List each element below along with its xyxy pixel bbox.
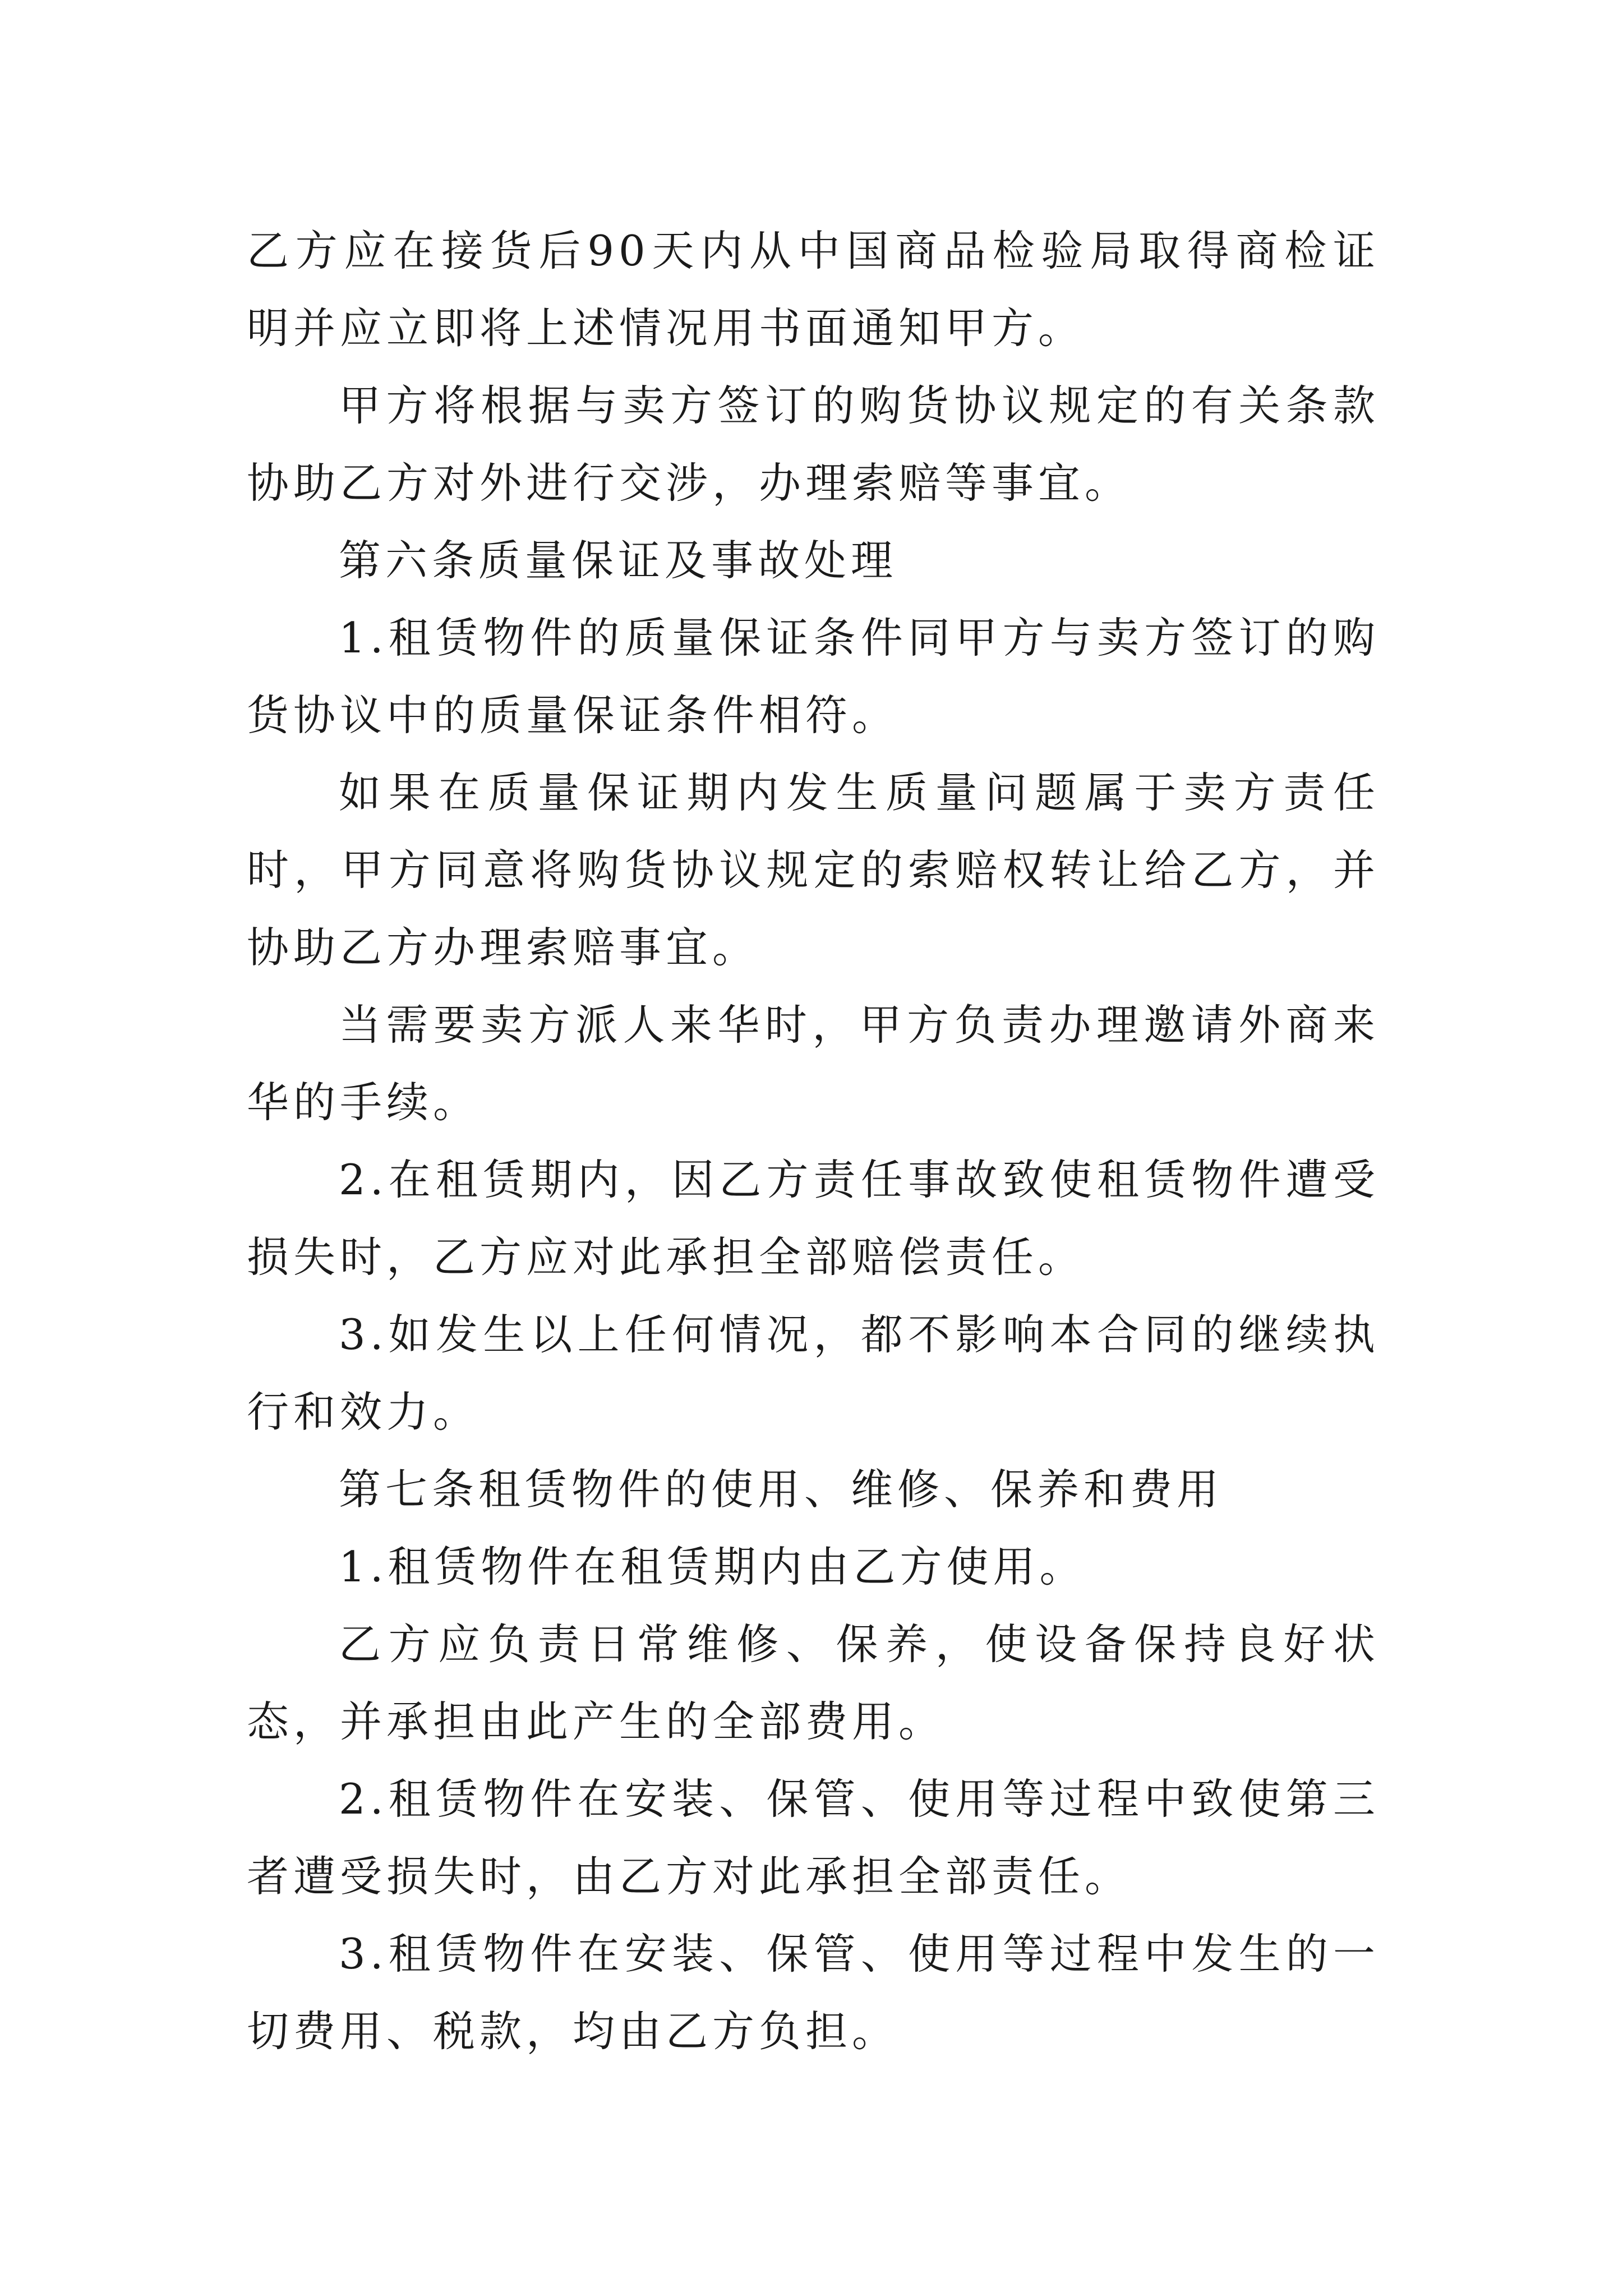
paragraph: 2.租赁物件在安装、保管、使用等过程中致使第三者遭受损失时，由乙方对此承担全部责任。 — [247, 1774, 1380, 1901]
section-heading: 第六条质量保证及事故处理 — [339, 536, 898, 585]
paragraph: 3.租赁物件在安装、保管、使用等过程中发生的一切费用、税款，均由乙方负担。 — [247, 1929, 1380, 2056]
paragraph: 甲方将根据与卖方签订的购货协议规定的有关条款协助乙方对外进行交涉，办理索赔等事宜。 — [247, 381, 1380, 508]
paragraph: 2.在租赁期内，因乙方责任事故致使租赁物件遭受损失时，乙方应对此承担全部赔偿责任。 — [247, 1155, 1380, 1282]
paragraph: 如果在质量保证期内发生质量问题属于卖方责任时，甲方同意将购货协议规定的索赔权转让给乙方，并协助乙方办理索赔事宜。 — [247, 768, 1380, 972]
section-heading: 第七条租赁物件的使用、维修、保养和费用 — [339, 1465, 1224, 1514]
document-body — [247, 212, 1380, 2070]
paragraph: 1.租赁物件的质量保证条件同甲方与卖方签订的购货协议中的质量保证条件相符。 — [247, 613, 1380, 740]
paragraph: 乙方应在接货后90天内从中国商品检验局取得商检证明并应立即将上述情况用书面通知甲方。 — [247, 226, 1380, 353]
paragraph: 当需要卖方派人来华时，甲方负责办理邀请外商来华的手续。 — [247, 1000, 1380, 1127]
paragraph: 1.租赁物件在租赁期内由乙方使用。 — [339, 1542, 1086, 1591]
paragraph: 3.如发生以上任何情况，都不影响本合同的继续执行和效力。 — [247, 1310, 1380, 1437]
paragraph: 乙方应负责日常维修、保养，使设备保持良好状态，并承担由此产生的全部费用。 — [247, 1619, 1380, 1746]
